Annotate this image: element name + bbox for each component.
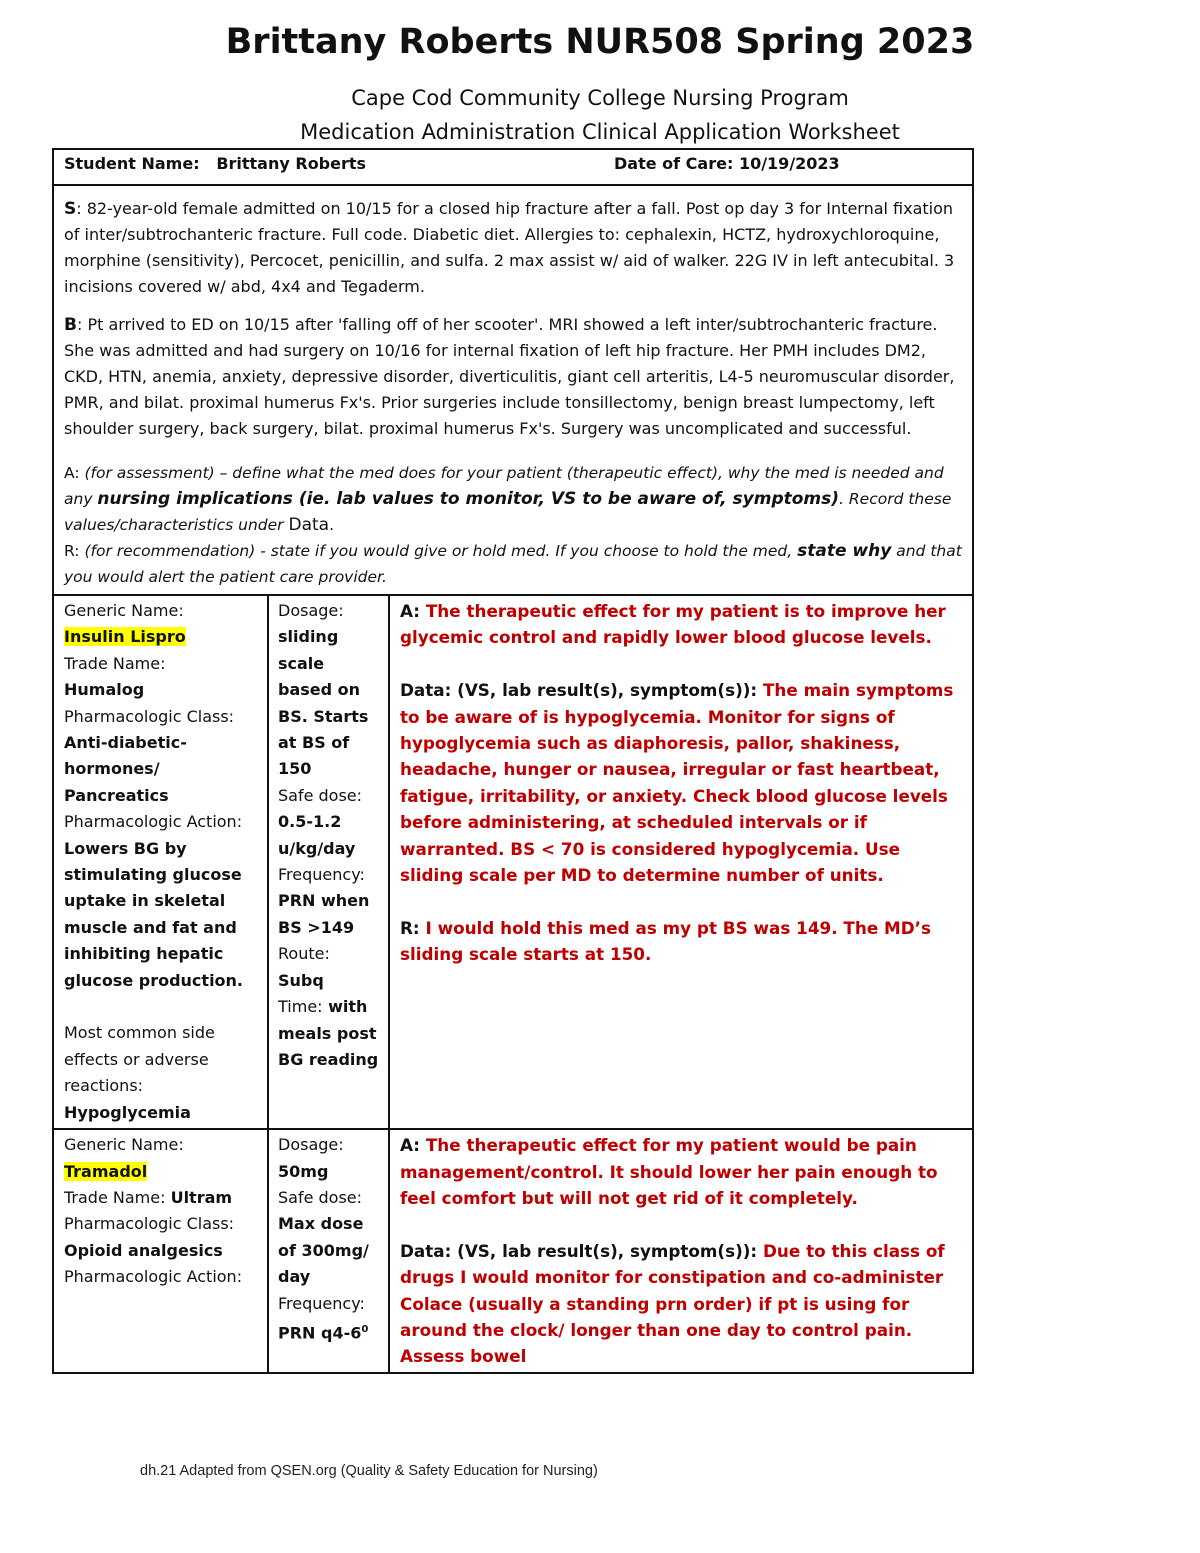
- pharm-action-label: Pharmacologic Action:: [64, 812, 243, 832]
- frequency-label: Frequency:: [278, 1293, 365, 1313]
- pharm-class: Opioid analgesics: [64, 1240, 223, 1260]
- situation-paragraph: S: 82-year-old female admitted on 10/15 for a closed hip fracture after a fall. Post op day 3 for Internal fixation of inter/subtrochanteric fracture. Full code. Diabetic diet. Allergies to: cephalexin, HCTZ, hydroxychloroquine, morphine (sensitivity), Percocet, penicillin, and sulfa. 2 max assist w/ aid of walker. 22G IV in left antecubital. 3 incisions covered w/ abd, 4x4 and Tegaderm.: [64, 199, 955, 296]
- student-name: Student Name: Brittany Roberts: [64, 154, 367, 173]
- recommendation-instructions: R: (for recommendation) - state if you would give or hold med. If you choose to hold the med, state why and that you would alert the patient care provider.: [64, 541, 962, 586]
- date-of-care: Date of Care: 10/19/2023: [614, 154, 840, 173]
- med2-assessment: [389, 1129, 973, 1373]
- worksheet-table: [52, 148, 974, 1374]
- assessment-instructions: A: (for assessment) – define what the med does for your patient (therapeutic effect), why the med is needed and any nursing implications (ie. lab values to monitor, VS to be aware of, symptoms). Record these values/characteristics under Data.: [64, 464, 952, 535]
- page-title: Brittany Roberts NUR508 Spring 2023: [225, 22, 975, 62]
- generic-name: Tramadol: [64, 1161, 148, 1181]
- pharm-class-label: Pharmacologic Class:: [64, 706, 235, 726]
- frequency: PRN $q4-6^0$: [278, 1323, 369, 1343]
- safe-dose-label: Safe dose:: [278, 1187, 363, 1207]
- safe-dose-label: Safe dose:: [278, 785, 363, 805]
- background-paragraph: B: Pt arrived to ED on 10/15 after 'falling off of her scooter'. MRI showed a left inter/subtrochanteric fracture. She was admitted and had surgery on 10/16 for internal fixation of left hip fracture. Her PMH includes DM2, CKD, HTN, anemia, anxiety, depressive disorder, diverticulitis, giant cell arteritis, L4-5 neuromuscular disorder, PMR, and bilat. proximal humerus Fx's. Prior surgeries include tonsillectomy, benign breast lumpectomy, left shoulder surgery, back surgery, bilat. proximal humerus Fx's. Surgery was uncomplicated and successful.: [64, 315, 955, 438]
- footer-credit: dh.21 Adapted from QSEN.org (Quality & Safety Education for Nursing): [140, 1463, 598, 1479]
- frequency: PRN when BS >149: [278, 891, 370, 937]
- med1-dosing-info: [268, 595, 389, 1129]
- med-row-insulin: [53, 595, 973, 1129]
- sbar-section: [53, 185, 973, 595]
- data-text: Data: (VS, lab result(s), symptom(s)): Due to this class of drugs I would monitor for constipation and co-administer Colace (usually a standing prn order) if pt is using for around the clock/ longer than one day to control pain. Assess bowel: [400, 1240, 945, 1367]
- student-header: [53, 149, 973, 185]
- generic-name: Insulin Lispro: [64, 627, 186, 647]
- route: Subq: [278, 970, 324, 990]
- assessment-text: A: The therapeutic effect for my patient is to improve her glycemic control and rapidly lower blood glucose levels.: [400, 601, 946, 648]
- sbar-row: [53, 185, 973, 595]
- recommendation-text: R: I would hold this med as my pt BS was 149. The MD’s sliding scale starts at 150.: [400, 917, 932, 965]
- student-row: [53, 149, 973, 185]
- program-name: Cape Cod Community College Nursing Program: [351, 86, 849, 110]
- generic-name-label: Generic Name:: [64, 601, 184, 620]
- trade-name: Humalog: [64, 680, 145, 700]
- generic-name-label: Generic Name:: [64, 1135, 184, 1155]
- trade-name-label: Trade Name:: [64, 653, 166, 673]
- frequency-label: Frequency:: [278, 865, 365, 885]
- side-effects-label: Most common side effects or adverse reactions:: [64, 1023, 215, 1096]
- pharm-class-label: Pharmacologic Class:: [64, 1214, 235, 1234]
- time: Time: with meals post BG reading: [278, 997, 379, 1069]
- med1-assessment: [389, 595, 973, 1129]
- dosage: 50mg: [278, 1161, 329, 1181]
- dosage-label: Dosage:: [278, 601, 344, 620]
- side-effects: Hypoglycemia: [64, 1102, 191, 1122]
- pharm-action-label: Pharmacologic Action:: [64, 1267, 243, 1287]
- dosage-label: Dosage:: [278, 1135, 344, 1155]
- safe-dose: Max dose of 300mg/ day: [278, 1214, 369, 1287]
- med-row-tramadol: [53, 1129, 973, 1373]
- assessment-text: A: The therapeutic effect for my patient would be pain management/control. It should lower her pain enough to feel comfort but will not get rid of it completely.: [400, 1135, 938, 1208]
- data-text: Data: (VS, lab result(s), symptom(s)): The main symptoms to be aware of is hypoglycemia. Monitor for signs of hypoglycemia such as diaphoresis, pallor, shakiness, headache, hunger or nausea, irregular or fast heartbeat, fatigue, irritability, or anxiety. Check blood glucose levels before administering, at scheduled intervals or if warranted. BS < 70 is considered hypoglycemia. Use sliding scale per MD to determine number of units.: [400, 680, 954, 886]
- med2-drug-info: [53, 1129, 268, 1373]
- med1-drug-info: [53, 595, 268, 1129]
- safe-dose: 0.5-1.2 u/kg/day: [278, 812, 356, 858]
- med2-dosing-info: [268, 1129, 389, 1373]
- pharm-class: Anti-diabetic-hormones/ Pancreatics: [64, 733, 187, 805]
- trade-name: Trade Name: Ultram: [64, 1187, 233, 1207]
- pharm-action: Lowers BG by stimulating glucose uptake in skeletal muscle and fat and inhibiting hepatic glucose production.: [64, 838, 244, 990]
- dosage: sliding scale based on BS. Starts at BS of 150: [278, 627, 369, 779]
- route-label: Route:: [278, 944, 330, 964]
- worksheet-title: Medication Administration Clinical Application Worksheet: [300, 120, 900, 144]
